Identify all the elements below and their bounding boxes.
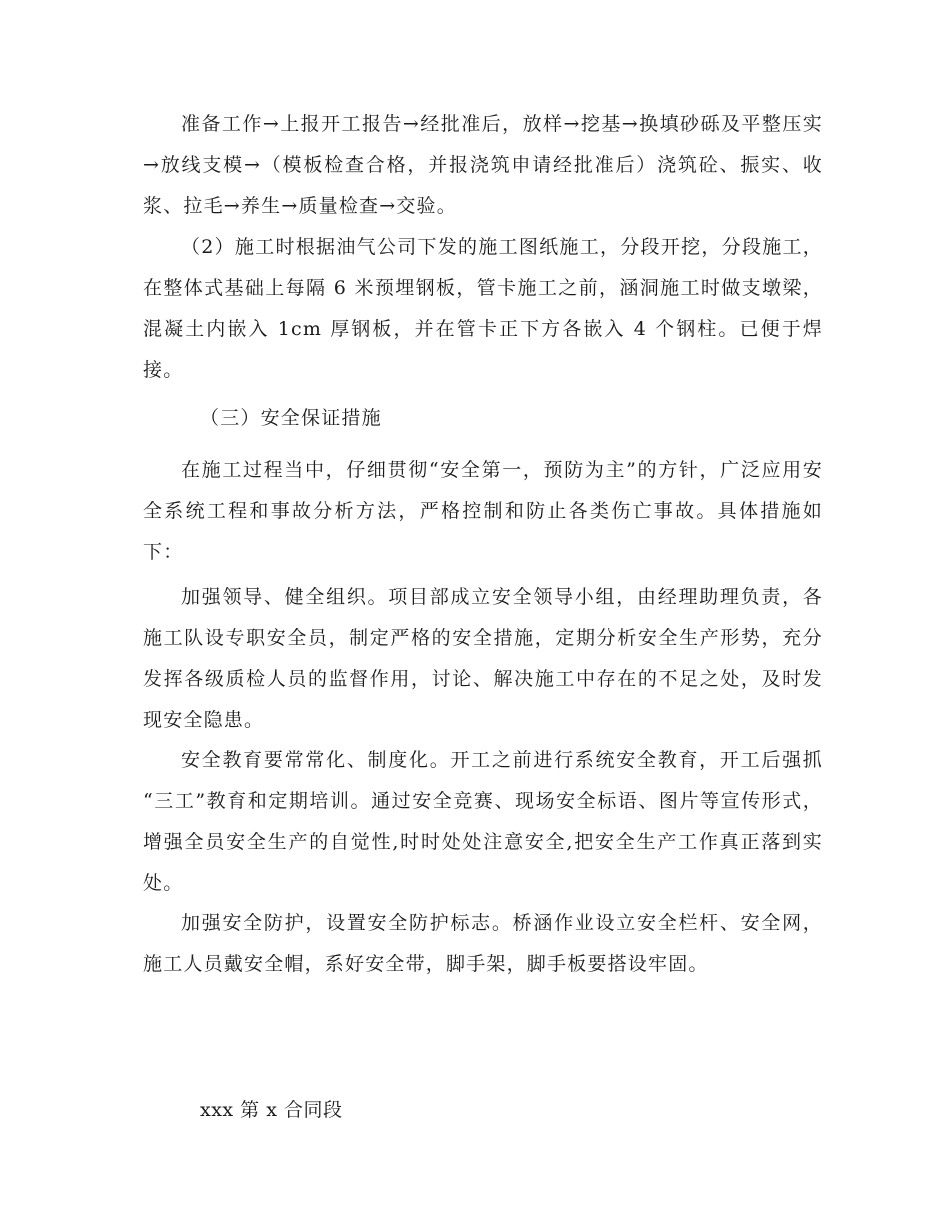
section-heading-safety: （三）安全保证措施 (200, 407, 382, 429)
paragraph-construction-steps: 准备工作→上报开工报告→经批准后，放样→挖基→换填砂砾及平整压实→放线支模→（模板检查合格，并报浇筑申请经批准后）浇筑砼、振实、收浆、拉毛→养生→质量检查→交验。 (143, 113, 823, 217)
footer-contract-section: xxx 第 x 合同段 (200, 1099, 343, 1121)
paragraph-safety-protection: 加强安全防护，设置安全防护标志。桥涵作业设立安全栏杆、安全网，施工人员戴安全帽，系好安全带，脚手架，脚手板要搭设牢固。 (143, 912, 823, 975)
paragraph-construction-drawings: （2）施工时根据油气公司下发的施工图纸施工，分段开挖，分段施工，在整体式基础上每隔 6 米预埋钢板，管卡施工之前，涵洞施工时做支墩梁，混凝土内嵌入 1cm 厚钢板，并在管卡正下方各嵌入 4 个钢柱。已便于焊接。 (143, 236, 823, 381)
paragraph-safety-education: 安全教育要常常化、制度化。开工之前进行系统安全教育，开工后强抓 “三工”教育和定期培训。通过安全竞赛、现场安全标语、图片等宣传形式，增强全员安全生产的自觉性,时时处处注意安全,把安全生产工作真正落到实处。 (143, 749, 823, 894)
paragraph-leadership-organization: 加强领导、健全组织。项目部成立安全领导小组，由经理助理负责，各施工队设专职安全员，制定严格的安全措施，定期分析安全生产形势，充分发挥各级质检人员的监督作用，讨论、解决施工中存在的不足之处，及时发现安全隐患。 (143, 586, 823, 731)
paragraph-safety-policy: 在施工过程当中，仔细贯彻“安全第一，预防为主”的方针，广泛应用安全系统工程和事故分析方法，严格控制和防止各类伤亡事故。具体措施如下： (143, 459, 823, 563)
